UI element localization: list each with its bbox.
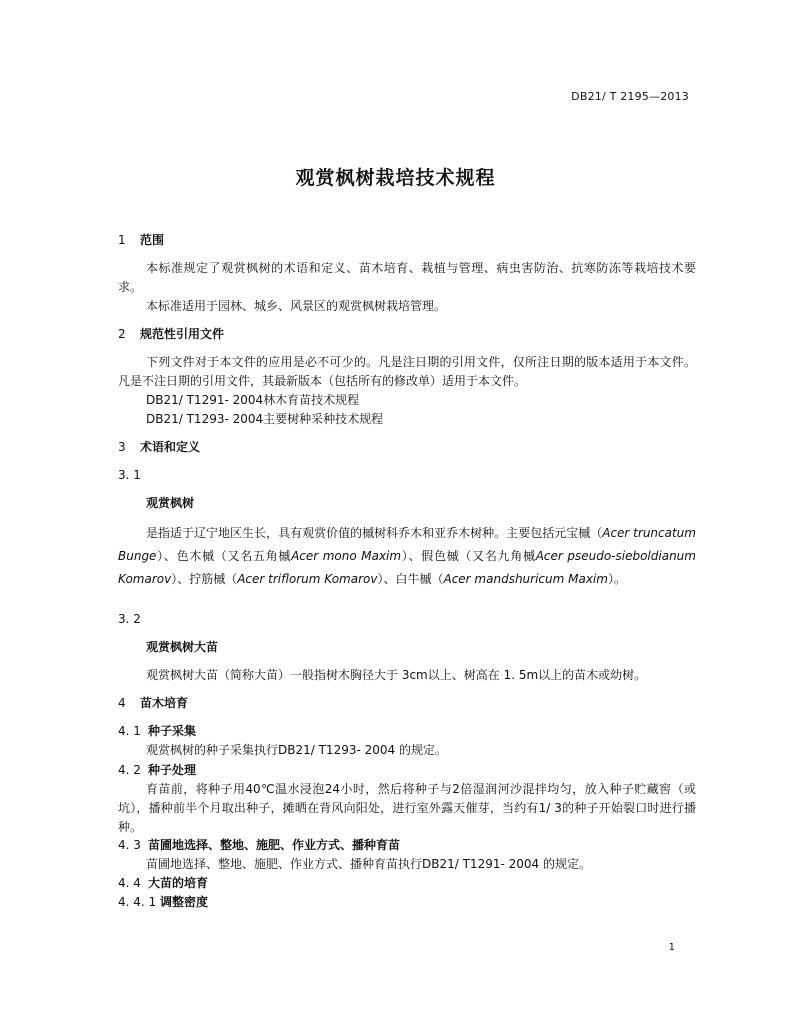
- term-3-1-number: 3. 1: [118, 468, 141, 482]
- subsection-4-2-heading: [118, 761, 696, 780]
- section-title: 术语和定义: [140, 440, 201, 454]
- subsection-4-3-heading: [118, 836, 696, 855]
- section-title: 范围: [140, 233, 165, 247]
- document-title: 观赏枫树栽培技术规程: [295, 167, 496, 189]
- latin-name: Acer truncatum Bunge: [118, 526, 696, 563]
- subsection-number: 4. 4. 1: [118, 895, 157, 909]
- subsection-4-2-paragraph: 育苗前，将种子用40℃温水浸泡24小时，然后将种子与2倍湿润河沙混拌均匀，放入种子贮藏窖（或坑），播种前半个月取出种子，摊晒在背风向阳处，进行室外露天催芽，当约有1/ 3的种子开始裂口时进行播种。: [118, 782, 696, 834]
- definition-text: ）、假色槭（又名九角槭: [401, 549, 536, 563]
- definition-text: ）、白牛槭（: [377, 572, 444, 586]
- section-title: 规范性引用文件: [140, 327, 225, 341]
- subsection-number: 4. 3: [118, 838, 141, 852]
- subsection-4-1-heading: [118, 722, 696, 741]
- latin-name: Acer mono Maxim: [291, 549, 402, 563]
- latin-name: Acer mandshuricum Maxim: [443, 572, 608, 586]
- definition-text: 是指适于辽宁地区生长，具有观赏价值的槭树科乔木和亚乔木树种。主要包括元宝槭（: [146, 526, 603, 540]
- subsection-title: 大苗的培育: [148, 876, 209, 890]
- term-3-2-number: 3. 2: [118, 612, 141, 626]
- section-2-heading: [118, 325, 696, 344]
- subsection-4-3-paragraph: 苗圃地选择、整地、施肥、作业方式、播种育苗执行DB21/ T1291- 2004 的规定。: [146, 857, 591, 871]
- section-title: 苗木培育: [140, 696, 189, 710]
- section-1-paragraph-1: 本标准规定了观赏枫树的术语和定义、苗木培育、栽植与管理、病虫害防治、抗寒防冻等栽培技术要求。: [118, 261, 696, 294]
- section-1-heading: [118, 231, 696, 250]
- section-number: 4: [118, 696, 126, 710]
- reference-name: 主要树种采种技术规程: [263, 412, 384, 426]
- definition-text: ）。: [607, 572, 626, 586]
- latin-name: Acer pseudo-sieboldianum Komarov: [118, 549, 696, 586]
- subsection-4-4-1-heading: [118, 893, 696, 912]
- latin-name: Acer triflorum Komarov: [237, 572, 378, 586]
- subsection-title: 种子处理: [148, 763, 197, 777]
- section-3-heading: [118, 438, 696, 457]
- term-3-2-definition: 观赏枫树大苗（简称大苗）一般指树木胸径大于 3cm以上、树高在 1. 5m以上的苗木或幼树。: [146, 668, 647, 682]
- term-3-1-name: 观赏枫树: [146, 496, 195, 510]
- subsection-4-1-paragraph: 观赏枫树的种子采集执行DB21/ T1293- 2004 的规定。: [146, 743, 447, 757]
- page-number: 1: [668, 942, 675, 953]
- subsection-title: 种子采集: [148, 724, 197, 738]
- reference-item: [118, 391, 724, 410]
- section-1-paragraph-2: 本标准适用于园林、城乡、风景区的观赏枫树栽培管理。: [146, 299, 447, 313]
- section-number: 1: [118, 233, 126, 247]
- reference-name: 林木育苗技术规程: [263, 393, 360, 407]
- definition-text: ）、色木槭（又名五角槭: [156, 549, 292, 563]
- subsection-number: 4. 2: [118, 763, 141, 777]
- reference-code: DB21/ T1291- 2004: [146, 393, 264, 407]
- section-2-paragraph: 下列文件对于本文件的应用是必不可少的。凡是注日期的引用文件，仅所注日期的版本适用于本文件。凡是不注日期的引用文件，其最新版本（包括所有的修改单）适用于本文件。: [118, 355, 696, 388]
- subsection-title: 调整密度: [160, 895, 209, 909]
- subsection-title: 苗圃地选择、整地、施肥、作业方式、播种育苗: [148, 838, 401, 852]
- reference-code: DB21/ T1293- 2004: [146, 412, 264, 426]
- term-3-1-definition: [118, 522, 696, 591]
- term-3-2-name: 观赏枫树大苗: [146, 640, 219, 654]
- section-4-heading: [118, 694, 696, 713]
- reference-item: [118, 410, 724, 429]
- definition-text: ）、拧筋槭（: [171, 572, 238, 586]
- subsection-4-4-heading: [118, 874, 696, 893]
- standard-number: DB21/ T 2195—2013: [571, 90, 689, 103]
- subsection-number: 4. 1: [118, 724, 141, 738]
- section-number: 3: [118, 440, 126, 454]
- subsection-number: 4. 4: [118, 876, 141, 890]
- section-number: 2: [118, 327, 126, 341]
